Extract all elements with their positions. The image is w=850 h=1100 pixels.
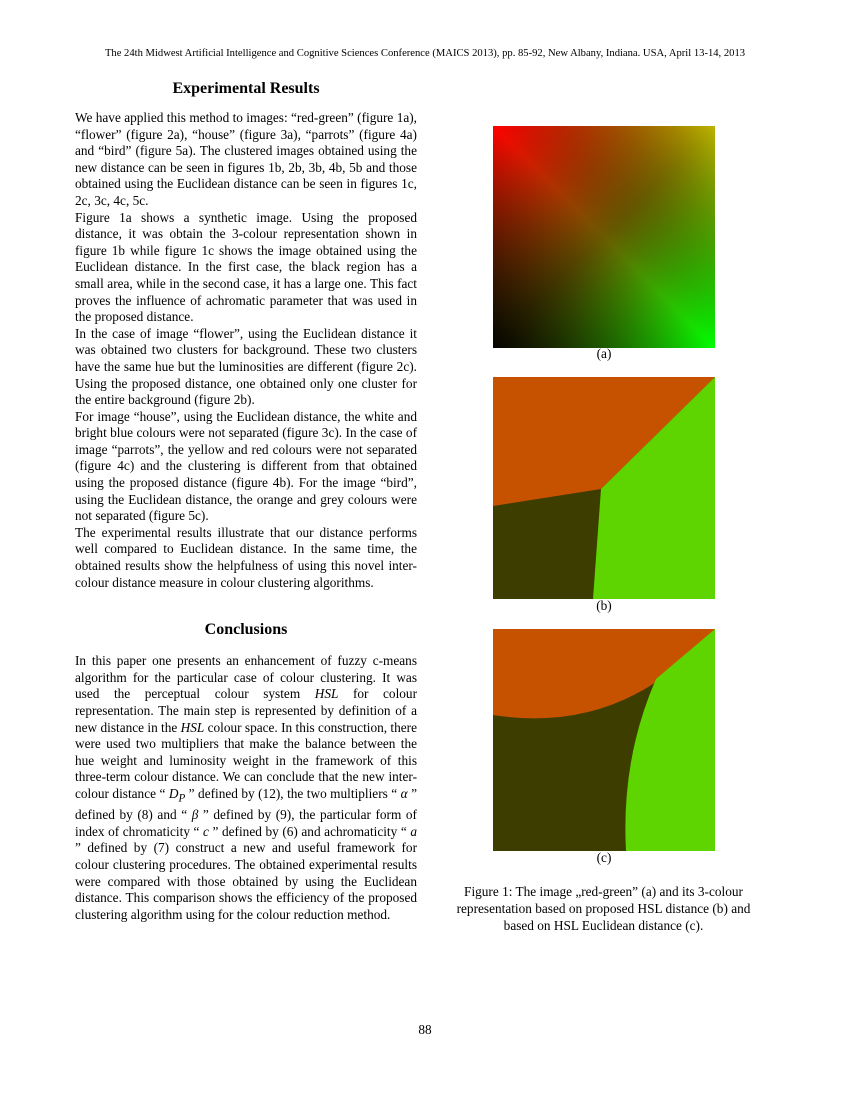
left-column	[75, 80, 417, 923]
results-paragraph: We have applied this method to images: “red-green” (figure 1a), “flower” (figure 2a), “house” (figure 3a), “parrots” (figure 4a) and “bird” (figure 5a). The clustered images obtained using the new distance can be seen in figures 1b, 2b, 3b, 4b, 5b and those obtained using the Euclidean distance can be seen in figures 1c, 2c, 3c, 4c, 5c.	[75, 110, 417, 208]
results-paragraph: In the case of image “flower”, using the Euclidean distance it was obtained two clusters for background. These two clusters have the same hue but the luminosities are different (figure 2c). Using the proposed distance, one obtained only one cluster for the entire background (figure 2b).	[75, 325, 417, 408]
text-run: ” defined by (9), the particular form of index of chromaticity “	[75, 807, 417, 839]
dp-subscript: P	[178, 792, 186, 805]
beta-symbol: β	[191, 807, 199, 823]
hsl-term: HSL	[180, 719, 205, 735]
results-body	[75, 110, 417, 591]
clustered-image-proposed	[493, 377, 715, 599]
figure-label-b: (b)	[596, 598, 612, 613]
dp-symbol	[168, 785, 186, 805]
figure-1a	[493, 126, 715, 348]
text-run: for colour representation. The main step is represented by definition of a new distance in the	[75, 686, 417, 735]
hsl-term: HSL	[314, 686, 339, 702]
a-symbol: a	[410, 823, 417, 839]
results-paragraph: For image “house”, using the Euclidean distance, the white and bright blue colours were not separated (figure 3c). In the case of image “parrots”, the yellow and red colours were not separated (figure 4c) and the clustering is different from that obtained using the proposed distance (figure 4b). For the image “bird”, using the Euclidean distance, the orange and grey colours were not separated (figure 5c).	[75, 408, 417, 524]
page-number: 88	[418, 1022, 432, 1037]
text-run: ” defined by (12), the two multipliers “	[185, 785, 401, 801]
alpha-symbol: α	[400, 785, 408, 801]
figure-label-a: (a)	[596, 346, 612, 361]
results-paragraph: The experimental results illustrate that our distance performs well compared to Euclidean distance. In the same time, the obtained results show the helpfulness of using this novel inter-colour distance measure in colour clustering algorithms.	[75, 524, 417, 590]
conclusions-body	[75, 653, 417, 923]
section-title-results: Experimental Results	[172, 80, 320, 97]
figure-1b	[493, 377, 715, 599]
c-symbol: c	[203, 823, 209, 839]
text-run: ” defined by (7) construct a new and useful framework for colour clustering procedures. The obtained experimental results were compared with those obtained by using the Euclidean distance. This comparison shows the efficiency of the proposed clustering algorithm using for the colour reduction method.	[75, 840, 417, 922]
text-run: In this paper one presents an enhancement of fuzzy c-means algorithm for the particular case of colour clustering. It was used the perceptual colour system	[75, 653, 417, 702]
dp-letter: D	[168, 785, 179, 801]
clustered-image-euclidean	[493, 629, 715, 851]
conclusions-paragraph	[75, 653, 417, 923]
figure-label-c: (c)	[596, 850, 612, 865]
section-title-conclusions: Conclusions	[204, 621, 288, 639]
red-green-gradient-image	[493, 126, 715, 348]
text-run: ” defined by (8) and “	[75, 785, 417, 823]
text-run: ” defined by (6) and achromaticity “	[208, 823, 411, 839]
running-header: The 24th Midwest Artificial Intelligence and Cognitive Sciences Conference (MAICS 2013), pp. 85-92, New Albany, Indiana. USA, April 13-14, 2013	[104, 48, 746, 59]
figure-caption: Figure 1: The image „red-green” (a) and its 3-colour representation based on proposed HSL distance (b) and based on HSL Euclidean distance (c).	[456, 884, 751, 933]
text-run: colour space. In this construction, there were used two multipliers that make the balance between the hue weight and luminosity weight in the framework of this three-term colour distance. We can conclude that the new inter-colour distance “	[75, 719, 417, 801]
results-paragraph: Figure 1a shows a synthetic image. Using the proposed distance, it was obtain the 3-colour representation shown in figure 1b while figure 1c shows the image obtained using the Euclidean distance. In the first case, the black region has a small area, while in the second case, it has a large one. This fact proves the influence of achromatic parameter that was used in the proposed distance.	[75, 209, 417, 325]
figure-1c	[493, 629, 715, 851]
